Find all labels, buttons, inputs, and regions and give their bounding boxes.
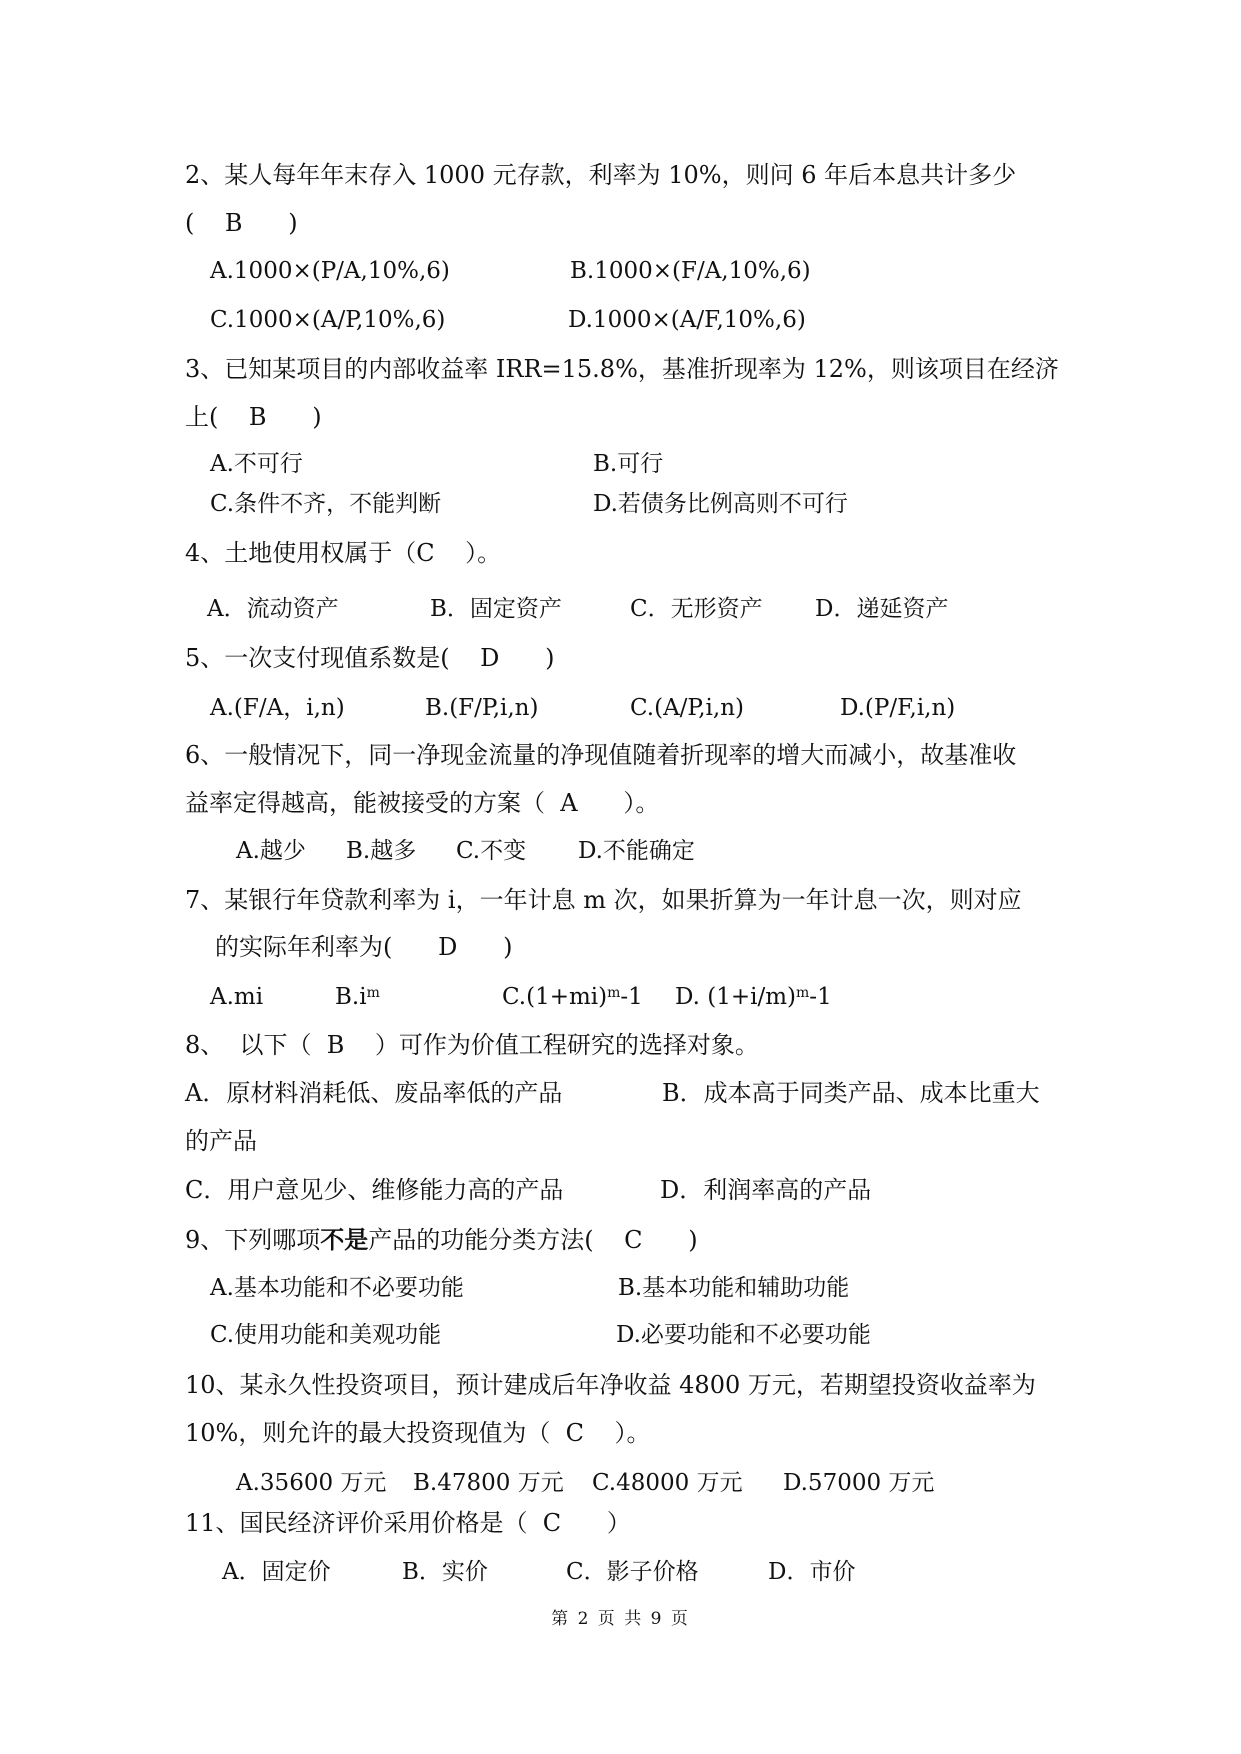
question-10-line-1: 10、某永久性投资项目，预计建成后年净收益 4800 万元，若期望投资收益率为 [185, 1371, 1036, 1399]
q6-option-a: A.越少 [236, 838, 306, 864]
q11-option-a: A．固定价 [222, 1559, 331, 1585]
q11-option-b: B．实价 [402, 1559, 488, 1585]
q9-emphasis: 不是 [320, 1225, 369, 1254]
q6-option-b: B.越多 [346, 838, 417, 864]
question-4: 4、土地使用权属于（C ）。 [185, 539, 502, 567]
q10-option-a: A.35600 万元 [236, 1470, 387, 1496]
q4-option-d: D．递延资产 [815, 596, 949, 622]
q2-option-d: D.1000×(A/F,10%,6) [568, 307, 806, 333]
q8-option-b-continued: 的产品 [185, 1127, 257, 1155]
question-11: 11、国民经济评价采用价格是（ C ） [185, 1509, 631, 1537]
q10-option-d: D.57000 万元 [783, 1470, 935, 1496]
q7-option-a: A.mi [210, 984, 264, 1010]
q9-option-a: A.基本功能和不必要功能 [210, 1275, 464, 1301]
question-3-line-2: 上( B ) [185, 403, 322, 431]
question-2-line-2: ( B ) [185, 209, 298, 237]
page-number-footer: 第 2 页 共 9 页 [551, 1609, 690, 1629]
question-3-line-1: 3、已知某项目的内部收益率 IRR=15.8%，基准折现率为 12%，则该项目在经济 [185, 355, 1059, 383]
q9-option-c: C.使用功能和美观功能 [210, 1322, 442, 1348]
q7-option-d: D. $(1+i/m)^m-1$ [675, 984, 832, 1010]
q8-option-b: B．成本高于同类产品、成本比重大 [662, 1079, 1040, 1107]
question-6-line-2: 益率定得越高，能被接受的方案（ A ）。 [185, 789, 660, 817]
question-10-line-2: 10%，则允许的最大投资现值为（ C ）。 [185, 1419, 651, 1447]
q9-option-d: D.必要功能和不必要功能 [616, 1322, 871, 1348]
question-8: 8、 以下（ B ）可作为价值工程研究的选择对象。 [185, 1031, 759, 1059]
q7-option-c: $C.(1+mi)^m-1$ [502, 984, 643, 1010]
q8-option-a: A．原材料消耗低、废品率低的产品 [185, 1079, 563, 1107]
question-7-line-2: 的实际年利率为( D ) [215, 933, 513, 961]
q4-option-b: B．固定资产 [430, 596, 562, 622]
q5-option-b: B.(F/P,i,n) [425, 695, 539, 721]
q6-option-c: C.不变 [456, 838, 527, 864]
q6-option-d: D.不能确定 [578, 838, 695, 864]
q4-option-c: C．无形资产 [630, 596, 763, 622]
q2-option-a: A.1000×(P/A,10%,6) [210, 258, 450, 284]
q3-option-d: D.若债务比例高则不可行 [593, 491, 848, 517]
question-9: 9、下列哪项不是产品的功能分类方法( C ) [185, 1225, 698, 1254]
q3-option-b: B.可行 [593, 451, 664, 477]
question-7-line-1: 7、某银行年贷款利率为 i，一年计息 m 次，如果折算为一年计息一次，则对应 [185, 886, 1022, 914]
q2-option-c: C.1000×(A/P,10%,6) [210, 307, 446, 333]
q5-option-c: C.(A/P,i,n) [630, 695, 745, 721]
question-5: 5、一次支付现值系数是( D ) [185, 644, 555, 672]
q3-option-a: A.不可行 [210, 451, 303, 477]
q10-option-b: B.47800 万元 [413, 1470, 564, 1496]
question-6-line-1: 6、一般情况下，同一净现金流量的净现值随着折现率的增大而减小，故基准收 [185, 741, 1017, 769]
q2-option-b: B.1000×(F/A,10%,6) [570, 258, 811, 284]
q9-option-b: B.基本功能和辅助功能 [618, 1275, 850, 1301]
q3-option-c: C.条件不齐，不能判断 [210, 491, 442, 517]
q4-option-a: A．流动资产 [207, 596, 339, 622]
question-2-line-1: 2、某人每年年末存入 1000 元存款，利率为 10%，则问 6 年后本息共计多少 [185, 161, 1017, 189]
q7-option-b: $B.i^m$ [335, 984, 380, 1010]
q5-option-a: A.(F/A，i,n) [210, 695, 345, 721]
q8-option-c: C．用户意见少、维修能力高的产品 [185, 1176, 564, 1204]
q11-option-d: D．市价 [768, 1559, 856, 1585]
q5-option-d: D.(P/F,i,n) [840, 695, 956, 721]
q10-option-c: C.48000 万元 [592, 1470, 743, 1496]
q11-option-c: C．影子价格 [566, 1559, 699, 1585]
q8-option-d: D．利润率高的产品 [660, 1176, 872, 1204]
q7-option-d-exponent: m [796, 985, 810, 1001]
q7-option-c-exponent: m [607, 985, 621, 1001]
q7-option-b-exponent: m [366, 985, 380, 1001]
